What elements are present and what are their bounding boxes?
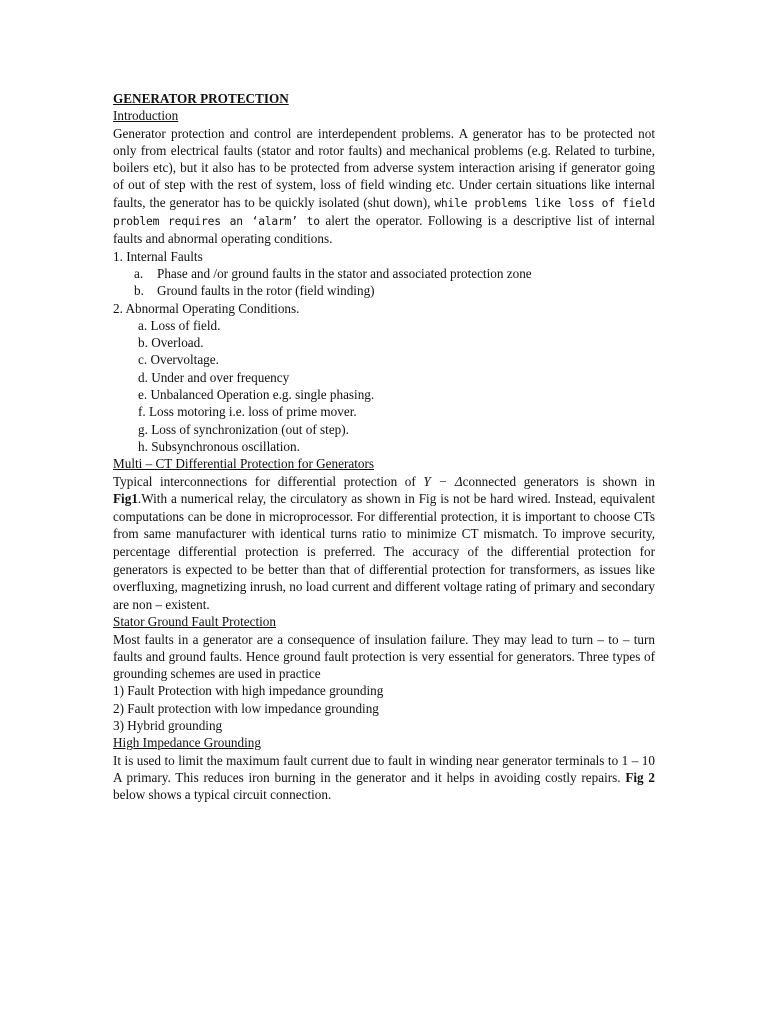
high-impedance-paragraph <box>113 752 655 804</box>
list-item: d. Under and over frequency <box>138 369 290 385</box>
list-item: g. Loss of synchronization (out of step). <box>138 421 349 437</box>
fig1-reference: Fig1 <box>113 491 138 507</box>
list-item: b. Overload. <box>138 335 204 351</box>
intro-text-c: alert the operator. Following is a descriptive list of internal faults and abnormal operating conditions. <box>113 213 655 247</box>
high-imp-text-a: It is used to limit the maximum fault current due to fault in winding near generator terminals to 1 – 10 A primary. This reduces iron burning in the generator and it helps in avoiding costly repairs. <box>113 752 655 785</box>
multi-ct-text-b: connected generators is shown in <box>462 473 655 489</box>
list-item: 2) Fault protection with low impedance grounding <box>113 700 379 716</box>
high-impedance-heading: High Impedance Grounding <box>113 735 261 751</box>
abnormal-conditions-heading: 2. Abnormal Operating Conditions. <box>113 300 300 316</box>
stator-ground-heading: Stator Ground Fault Protection <box>113 614 276 630</box>
list-marker: b. <box>134 283 144 299</box>
list-item: 3) Hybrid grounding <box>113 718 223 734</box>
introduction-paragraph <box>113 125 655 248</box>
high-imp-text-b: below shows a typical circuit connection. <box>113 787 332 803</box>
intro-text-a: Generator protection and control are interdependent problems. A generator has to be protected not only from electrical faults (stator and rotor faults) and mechanical problems (e.g. Related to turbine, boilers etc), but it also has to be protected from adverse system interaction arising if generator going of out of step with the rest of system, loss of field winding etc. Under certain situations like internal faults, the generator has to be quickly isolated (shut down), <box>113 125 655 210</box>
internal-faults-heading: 1. Internal Faults <box>113 248 203 264</box>
multi-ct-heading: Multi – CT Differential Protection for Generators <box>113 456 374 472</box>
list-item: 1) Fault Protection with high impedance grounding <box>113 683 384 699</box>
list-item: h. Subsynchronous oscillation. <box>138 438 300 454</box>
list-item <box>113 282 655 299</box>
list-marker: a. <box>134 265 144 281</box>
multi-ct-text-c: .With a numerical relay, the circulatory as shown in Fig is not be hard wired. Instead, equivalent computations can be done in microprocessor. For differential protection, it is important to choose CTs from same manufacturer with identical turns ratio to minimize CT mismatch. To improve security, percentage differential protection is preferred. The accuracy of the differential protection for generators is expected to be better than that of differential protection for transformers, as issues like overfluxing, magnetizing inrush, no load current and different voltage rating of primary and secondary are non – existent. <box>113 491 655 612</box>
fig2-reference: Fig 2 <box>625 769 655 785</box>
list-item-text: Ground faults in the rotor (field winding) <box>157 283 375 299</box>
introduction-heading: Introduction <box>113 108 179 124</box>
intro-text-b: while problems like loss of field problem requires an ‘alarm’ to <box>113 196 655 229</box>
document-title: GENERATOR PROTECTION <box>113 91 289 106</box>
list-item <box>113 265 655 282</box>
document-page <box>113 90 655 804</box>
list-item: a. Loss of field. <box>138 317 221 333</box>
multi-ct-text-a: Typical interconnections for differential protection of <box>113 473 424 489</box>
list-item: f. Loss motoring i.e. loss of prime mover. <box>138 404 357 420</box>
stator-ground-paragraph: Most faults in a generator are a consequence of insulation failure. They may lead to turn – to – turn faults and ground faults. Hence ground fault protection is very essential for generators. Three types of grounding schemes are used in practice <box>113 631 655 682</box>
multi-ct-paragraph <box>113 473 655 614</box>
list-item: e. Unbalanced Operation e.g. single phasing. <box>138 387 375 403</box>
list-item: c. Overvoltage. <box>138 352 219 368</box>
y-delta-symbol: Y − Δ <box>423 473 463 489</box>
list-item-text: Phase and /or ground faults in the stator and associated protection zone <box>157 265 532 281</box>
